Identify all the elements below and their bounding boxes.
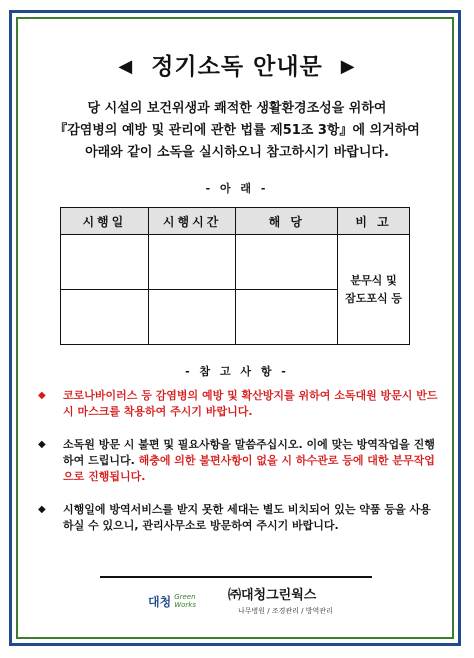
remark-line-2: 잠도포식 등	[345, 291, 403, 305]
company-logo	[148, 588, 222, 614]
table-header-row	[61, 208, 410, 235]
company-services: 나무병원 / 조경관리 / 방역관리	[238, 607, 333, 615]
header-target: 해 당	[236, 208, 338, 235]
note-item	[38, 437, 438, 485]
footer-divider	[100, 576, 372, 578]
table-cell	[61, 290, 149, 345]
diamond-bullet-icon: ◆	[38, 439, 46, 450]
diamond-bullet-icon: ◆	[38, 504, 46, 515]
intro-paragraph	[30, 98, 444, 164]
remark-cell	[338, 235, 410, 345]
intro-line-2: 『감염병의 예방 및 관리에 관한 법률 제51조 3항』에 의거하여	[54, 123, 420, 138]
table-cell	[148, 290, 236, 345]
header-date: 시행일	[61, 208, 149, 235]
header-remark: 비 고	[338, 208, 410, 235]
note-text: 소독원 방문 시 불편 및 필요사항을 말씀주십시오. 이에 맞는 방역작업을 진행하여 드립니다.	[63, 438, 435, 467]
table-cell	[61, 235, 149, 290]
right-triangle-icon: ▶	[340, 56, 356, 77]
note-item	[38, 502, 438, 534]
logo-english-2: Works	[174, 601, 196, 609]
title-text: 정기소독 안내문	[151, 54, 323, 80]
logo-english	[174, 593, 196, 609]
logo-english-1: Green	[174, 593, 196, 601]
table-cell	[236, 235, 338, 290]
header-time: 시행시간	[148, 208, 236, 235]
company-name: ㈜대청그린웍스	[228, 588, 317, 603]
page-title	[0, 48, 474, 81]
schedule-table	[60, 207, 410, 345]
note-text-highlight: 해충에 의한 불편사항이 없을 시 하수관로 등에 대한 분무작업으로 진행됩니다.	[63, 454, 435, 483]
table-cell	[236, 290, 338, 345]
note-text: 시행일에 방역서비스를 받지 못한 세대는 별도 비치되어 있는 약품 등을 사용하실 수 있으니, 관리사무소로 방문하여 주시기 바랍니다.	[63, 503, 431, 532]
notes-list	[38, 388, 438, 551]
diamond-bullet-icon: ◆	[38, 390, 46, 401]
left-triangle-icon: ◀	[118, 56, 134, 77]
reference-label: - 참 고 사 항 -	[185, 365, 289, 378]
logo-korean: 대청	[148, 594, 172, 609]
note-text: 코로나바이러스 등 감염병의 예방 및 확산방지를 위하여 소독대원 방문시 반드시 마스크를 착용하여 주시기 바랍니다.	[63, 389, 438, 418]
table-row	[61, 235, 410, 290]
table-cell	[148, 235, 236, 290]
intro-line-1: 당 시설의 보건위생과 쾌적한 생활환경조성을 위하여	[87, 101, 387, 116]
below-label: - 아 래 -	[205, 182, 269, 195]
remark-line-1: 분무식 및	[350, 273, 397, 287]
note-item	[38, 388, 438, 420]
intro-line-3: 아래와 같이 소독을 실시하오니 참고하시기 바랍니다.	[85, 145, 389, 160]
